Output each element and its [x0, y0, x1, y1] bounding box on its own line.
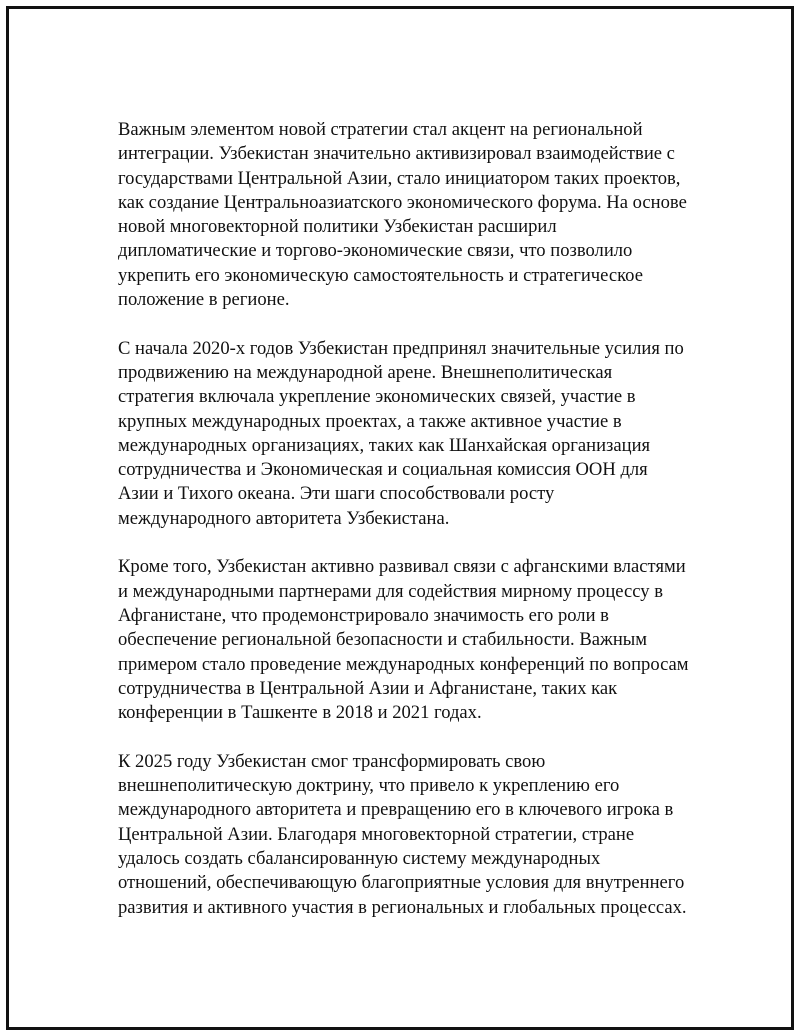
text-line: сотрудничества в Центральной Азии и Афганистане, таких как	[118, 677, 618, 699]
text-line: и международными партнерами для содействия мирному процессу в	[118, 580, 663, 602]
text-line: международного авторитета и превращению его в ключевого игрока в	[118, 799, 674, 821]
text-line: укрепить его экономическую самостоятельность и стратегическое	[118, 264, 643, 286]
text-line: Центральной Азии. Благодаря многовекторной стратегии, стране	[118, 823, 635, 845]
text-line: сотрудничества и Экономическая и социальная комиссия ООН для	[118, 459, 648, 481]
text-line: крупных международных проектах, а также активное участие в	[118, 410, 622, 432]
text-line: отношений, обеспечивающую благоприятные условия для внутреннего	[118, 872, 685, 894]
text-line: обеспечение региональной безопасности и стабильности. Важным	[118, 629, 648, 651]
text-line: примером стало проведение международных конференций по вопросам	[118, 653, 689, 675]
text-line: положение в регионе.	[118, 289, 290, 311]
document-body	[118, 118, 688, 944]
text-line: международных организациях, таких как Шанхайская организация	[118, 434, 651, 456]
text-line: международного авторитета Узбекистана.	[118, 507, 450, 529]
paragraph-afghanistan	[118, 555, 688, 725]
text-line: дипломатические и торгово-экономические связи, что позволило	[118, 240, 633, 262]
text-line: стратегия включала укрепление экономических связей, участие в	[118, 386, 636, 408]
text-line: Афганистане, что продемонстрировало значимость его роли в	[118, 604, 609, 626]
text-line: новой многовекторной политики Узбекистан расширил	[118, 216, 557, 238]
text-line: Кроме того, Узбекистан активно развивал связи с афганскими властями	[118, 556, 686, 578]
paragraph-international-arena	[118, 337, 688, 531]
text-line: Важным элементом новой стратегии стал акцент на региональной	[118, 119, 643, 140]
text-line: интеграции. Узбекистан значительно активизировал взаимодействие с	[118, 143, 675, 165]
text-line: продвижению на международной арене. Внешнеполитическая	[118, 361, 613, 383]
text-line: внешнеполитическую доктрину, что привело к укреплению его	[118, 775, 620, 797]
text-line: С начала 2020-х годов Узбекистан предпринял значительные усилия по	[118, 337, 684, 359]
text-line: К 2025 году Узбекистан смог трансформировать свою	[118, 750, 546, 772]
paragraph-2025-outcome	[118, 750, 688, 920]
text-line: Азии и Тихого океана. Эти шаги способствовали росту	[118, 483, 555, 505]
paragraph-regional-integration	[118, 118, 688, 312]
text-line: как создание Центральноазиатского экономического форума. На основе	[118, 191, 687, 213]
text-line: удалось создать сбалансированную систему международных	[118, 847, 601, 869]
text-line: конференции в Ташкенте в 2018 и 2021 годах.	[118, 702, 482, 724]
text-line: развития и активного участия в региональных и глобальных процессах.	[118, 896, 687, 918]
text-line: государствами Центральной Азии, стало инициатором таких проектов,	[118, 167, 681, 189]
